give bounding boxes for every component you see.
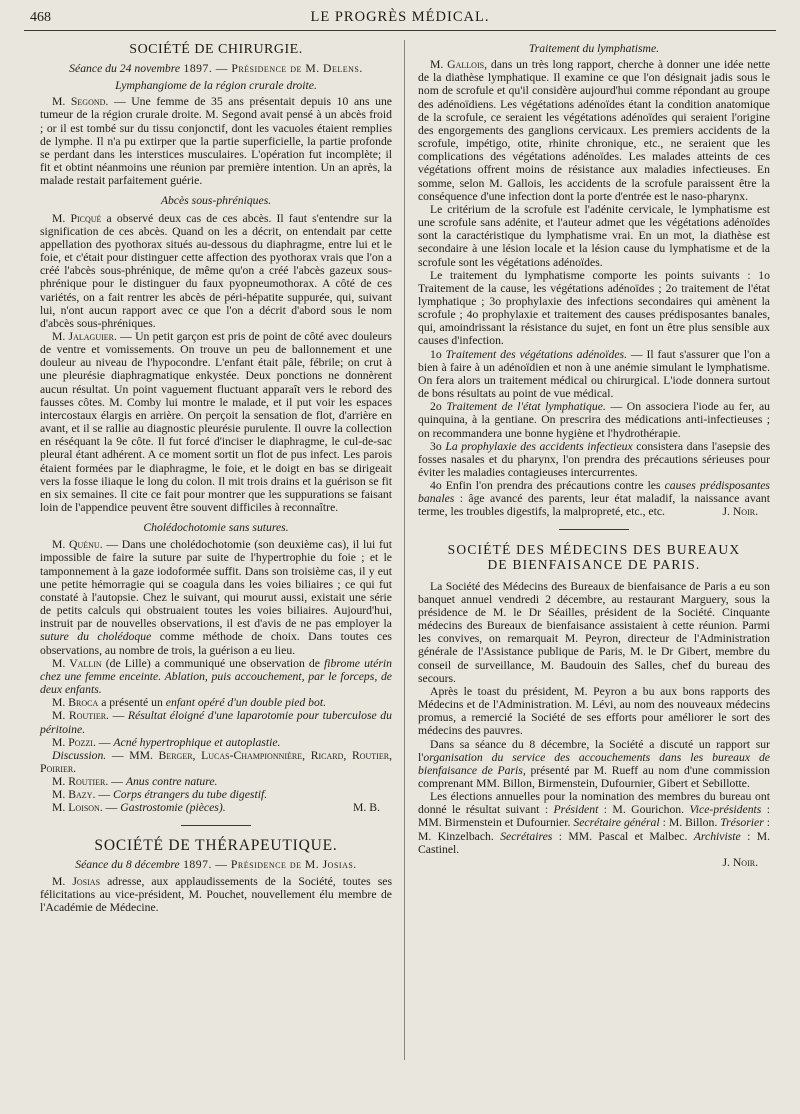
paragraph-broca: M. Broca a présenté un enfant opéré d'un double pied bot. [52, 696, 327, 710]
section-title-bureaux-line-1: SOCIÉTÉ DES MÉDECINS DES BUREAUX [447, 541, 741, 557]
subheading-abces: Abcès sous-phréniques. [160, 194, 272, 208]
paragraph-elections: Les élections annuelles pour la nomination des membres du bureau ont donné le résultat suivant : Président : M. Gourichon. Vice-présidents : MM. Birmenstein et Dufournier. Secrétaire général : M. Billon. Trésorier : M. Kinzelbach. Secrétaires : MM. Pascal et Malbec. Archiviste : M. Castinel. [418, 790, 771, 856]
paragraph-criterium: Le critérium de la scrofule est l'adénite cervicale, le lymphatisme est une scrofule sans adénite, et l'auteur admet que les végétations adénoïdes sont la caractéristique du lymphatisme vrai. En un mot, la diathèse est secondaire à une lésion locale et la lésion cause du lymphatisme et de la scrofule sont les végétations adénoïdes. [418, 202, 770, 269]
page-header [24, 8, 776, 31]
paragraph-jalaguier: M. Jalaguier. — Un petit garçon est pris de point de côté avec douleurs de ventre et vomissements. On trouve un peu de ballonnement et une douleur au niveau de l'hypocondre. L'enfant était pâle, fébrile; on crut à une pleurésie diaphragmatique enkystée. Deux ponctions ne donnèrent aucun résultat. Un point vaguement fluctuant apparaît vers le rebord des fausses côtes. M. Comby lui montre le malade, et il put voir les espaces intercostaux élargis en arrière. On perçoit la sensation de flot, d'arrière en avant, et il se rallie au diagnostic pleurésie purulente. Il ouvre la collection en réséquant la 9e côte. Il fut forcé d'inciser le diaphragme, le cul-de-sac pleural étant adhérent. A ce moment sortit un flot de pus infect. Les parois étaient formées par le diaphragme, le foie, et le doigt en bas se dirigeait vers la fosse iliaque le long du colon. Il mit trois drains et la guérison se fit en six semaines. Il cite ce fait pour montrer que les suppurations se faisant loin de l'appendice peuvent être souvent difficiles à reconnaître. [40, 329, 392, 514]
section-title-chirurgie: SOCIÉTÉ DE CHIRURGIE. [129, 42, 303, 57]
paragraph-pozzi: M. Pozzi. — Acné hypertrophique et autoplastie. [52, 735, 281, 749]
paragraph-point-4: 4o Enfin l'on prendra des précautions contre les causes prédisposantes banales : âge avancé des parents, leur état maladif, la naissance avant terme, les troubles digestifs, la malpropreté, etc., etc. J. Noir. [418, 479, 770, 519]
paragraph-bazy: M. Bazy. — Corps étrangers du tube digestif. [52, 788, 268, 802]
paragraph-josias: M. Josias adresse, aux applaudissements de la Société, toutes ses félicitations au vice-président, M. Pouchet, nouvellement élu membre de l'Académie de Médecine. [40, 874, 392, 915]
column-divider [404, 40, 405, 1060]
seance-line-chirurgie: Séance du 24 novembre 1897. — Présidence de M. Delens. [69, 62, 363, 75]
paragraph-point-2: 2o Traitement de l'état lymphatique. — On associera l'iode au fer, au quinquina, à la gentiane. On prescrira des médications anti-infectieuses ; on recommandera une bonne hygiène et l'hydrothérapie. [418, 400, 771, 440]
paragraph-gallois: M. Gallois, dans un très long rapport, cherche à donner une idée nette de la diathèse lymphatique. Il examine ce que l'on désignait jadis sous le nom de scrofule et qu'il considère aujourd'hui comme répondant au groupe des adénoïdiens. Les végétations adénoïdes étant la condition anatomique de la scrofule, ce seraient les végétations adénoïdes qui seraient l'origine des engorgements des ganglions cervicaux. Les premiers accidents de la scrofule, impétigo, otite, rhinite chronique, etc., ne seraient que les complications des végétations adénoïdes. Les malades atteints de ces végétations offrent moins de résistance aux maladies infectieuses. En somme, selon M. Gallois, les accidents de la scrofule paraissent être la conséquence d'une infection dont la porte d'entrée est le naso-pharynx. [418, 58, 771, 203]
section-separator [559, 529, 629, 530]
paragraph-traitement: Le traitement du lymphatisme comporte les points suivants : 1o Traitement de la cause, les végétations adénoïdes ; 2o traitement de l'état lymphatique ; 3o prophylaxie des infections secondaires qui amènent la scrofule ; 4o prophylaxie et traitement des causes prédisposantes banales, qui, amoindrissant la résistance du sujet, en font un être plus sensible aux causes d'infection. [418, 268, 770, 348]
paragraph-vallin: M. Vallin (de Lille) a communiqué une observation de fibrome utérin chez une femme enceinte. Ablation, puis accouchement, par le forceps, de deux enfants. [40, 656, 392, 697]
paragraph-routier-2: M. Routier. — Anus contre nature. [52, 775, 218, 789]
right-column [418, 42, 770, 869]
paragraph-routier-1: M. Routier. — Résultat éloigné d'une laparotomie pour tuberculose du péritoine. [40, 709, 392, 736]
running-title: LE PROGRÈS MÉDICAL. [310, 9, 490, 25]
signature-mb: M. B. [353, 801, 380, 815]
paragraph-quenu: M. Quénu. — Dans une cholédochotomie (son deuxième cas), il lui fut impossible de faire la suture par suite de l'hypertrophie du foie ; et le tamponnement à la gaze iodoformée suffit. Dans son troisième cas, il y eut une petite hémorragie qui se coagula dans les voies biliaires ; ce qui fut constaté à l'autopsie. Chez le suivant, qui mourut aussi, existait une série de petits calculs qui obstruaient toutes les voies biliaires. Aujourd'hui, instruit par de nouvelles observations, il est d'avis de ne pas employer la suture du cholédoque comme méthode de choix. Dans toutes ces observations, au nombre de trois, la guérison a eu lieu. [40, 538, 392, 657]
seance-line-therapeutique: Séance du 8 décembre 1897. — Présidence de M. Josias. [75, 857, 357, 871]
signature-j-noir-1: J. Noir. [722, 505, 758, 519]
section-separator [181, 825, 251, 826]
subheading-choledochotomie: Cholédochotomie sans sutures. [143, 521, 289, 535]
paragraph-toast: Après le toast du président, M. Peyron a bu aux bons rapports des Médecins et de l'Administration. M. Lévi, au nom des nouveaux médecins promus, a remercié la Société de ses efforts pour améliorer le sort des médecins des pauvres. [418, 684, 770, 738]
paragraph-discussion: Discussion. — MM. Berger, Lucas-Championnière, Ricard, Routier, Poirier. [40, 748, 392, 775]
paragraph-point-3: 3o La prophylaxie des accidents infectieux consistera dans l'asepsie des fosses nasales et du pharynx, l'on prendra des précautions sérieuses pour éviter les maladies contagieuses intercurrentes. [418, 439, 770, 479]
left-column [40, 42, 392, 914]
paragraph-point-1: 1o Traitement des végétations adénoïdes. — Il faut s'assurer que l'on a bien à faire à un adénoïdien et non à une anémie simulant le lymphatisme. On fera alors un traitement médical ou chirurgical. L'iode donnera surtout de bons résultats au point de vue médical. [418, 347, 771, 401]
page-number: 468 [30, 10, 51, 25]
subheading-lymphangiome: Lymphangiome de la région crurale droite. [115, 79, 317, 93]
paragraph-banquet: La Société des Médecins des Bureaux de bienfaisance de Paris a eu son banquet annuel vendredi 2 décembre, au restaurant Marguery, sous la présidence de M. le Dr Séailles, président de la Société. Cinquante médecins des Bureaux de bienfaisance assistaient à cette réunion. Parmi les convives, on remarquait M. Peyron, directeur de l'Administration générale de l'Assistance publique de Paris, M. le Dr Gibert, membre du conseil de surveillance, M. Baudouin des Salles, chef du bureau des secours. [418, 579, 770, 685]
paragraph-segond: M. Segond. — Une femme de 35 ans présentait depuis 10 ans une tumeur de la région crurale droite. M. Segond avait pensé à un abcès froid ; or il est tombé sur du tissu conjonctif, dont les vacuoles étaient remplies de lymphe. Il n'a pu extirper que la partie superficielle, la partie profonde se perdant dans les interstices musculaires. L'opération fut incomplète; il fit et obtint néanmoins une réunion par première intention. Un an après, la malade restait parfaitement guérie. [40, 95, 392, 188]
section-title-bureaux-line-2: DE BIENFAISANCE DE PARIS. [487, 556, 701, 572]
paragraph-picque: M. Picqué a observé deux cas de ces abcès. Il faut s'entendre sur la signification de ces abcès. Quand on les a décrit, on entendait par cette appellation des pyothorax situés au-dessous du diaphragme, entre lui et le foie, et c'était pour distinguer cette affection des pyothorax vrais que l'on a créé l'abcès sous-phrénique, de même qu'on a créé l'abcès gazeux sous-phrénique pour le distinguer du faux pyopneumothorax. A côté de ces variétés, on a fait rentrer les abcès de péri-hépatite suppurée, qui, suivant lui, n'ont aucun rapport avec ce que l'on a décrit d'abord sous le nom d'abcès sous-phréniques. [40, 211, 392, 330]
paragraph-seance-8-decembre: Dans sa séance du 8 décembre, la Société a discuté un rapport sur l'organisation du service des accouchements dans les bureaux de bienfaisance de Paris, présenté par M. Rueff au nom d'une commission comprenant MM. Billon, Birmenstein, Dufournier, Gibert et Sebillotte. [418, 737, 770, 790]
signature-j-noir-2: J. Noir. [722, 855, 758, 869]
paragraph-loison: M. Loison. — Gastrostomie (pièces). M. B. [40, 801, 392, 814]
subheading-lymphatisme: Traitement du lymphatisme. [528, 42, 660, 55]
section-title-therapeutique: SOCIÉTÉ DE THÉRAPEUTIQUE. [94, 836, 338, 854]
